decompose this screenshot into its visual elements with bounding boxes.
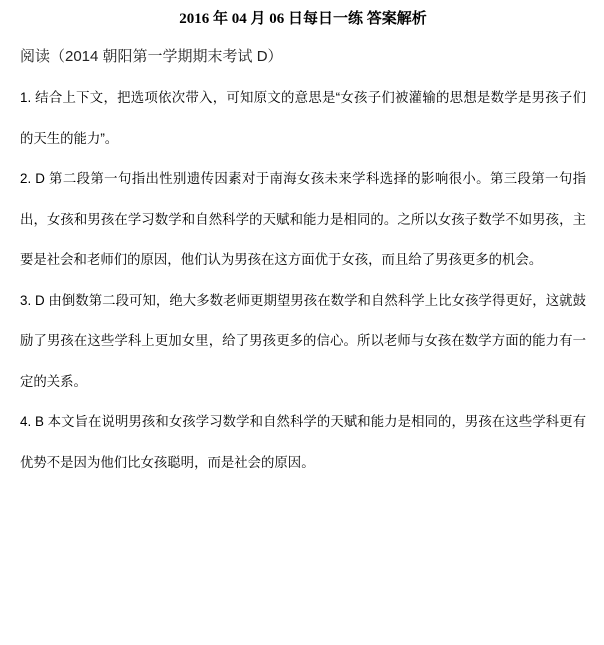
answer-item-3: 3. D 由倒数第二段可知，绝大多数老师更期望男孩在数学和自然科学上比女孩学得更好，这就鼓励了男孩在这些学科上更加女里，给了男孩更多的信心。所以老师与女孩在数学方面的能力有一定的关系。	[20, 292, 586, 389]
page-title: 2016 年 04 月 06 日每日一练 答案解析	[179, 11, 427, 27]
section-heading: 阅读（2014 朝阳第一学期期末考试 D）	[20, 48, 283, 65]
answer-item-1: 1. 结合上下文，把选项依次带入，可知原文的意思是“女孩子们被灌输的思想是数学是男孩子们的天生的能力”。	[20, 90, 586, 146]
answer-item-4: 4. B 本文旨在说明男孩和女孩学习数学和自然科学的天赋和能力是相同的，男孩在这些学科更有优势不是因为他们比女孩聪明，而是社会的原因。	[20, 414, 586, 470]
answer-list	[20, 78, 586, 483]
answer-item-2: 2. D 第二段第一句指出性别遗传因素对于南海女孩未来学科选择的影响很小。第三段第一句指出，女孩和男孩在学习数学和自然科学的天赋和能力是相同的。之所以女孩子数学不如男孩，主要是社会和老师们的原因，他们认为男孩在这方面优于女孩，而且给了男孩更多的机会。	[20, 171, 586, 267]
